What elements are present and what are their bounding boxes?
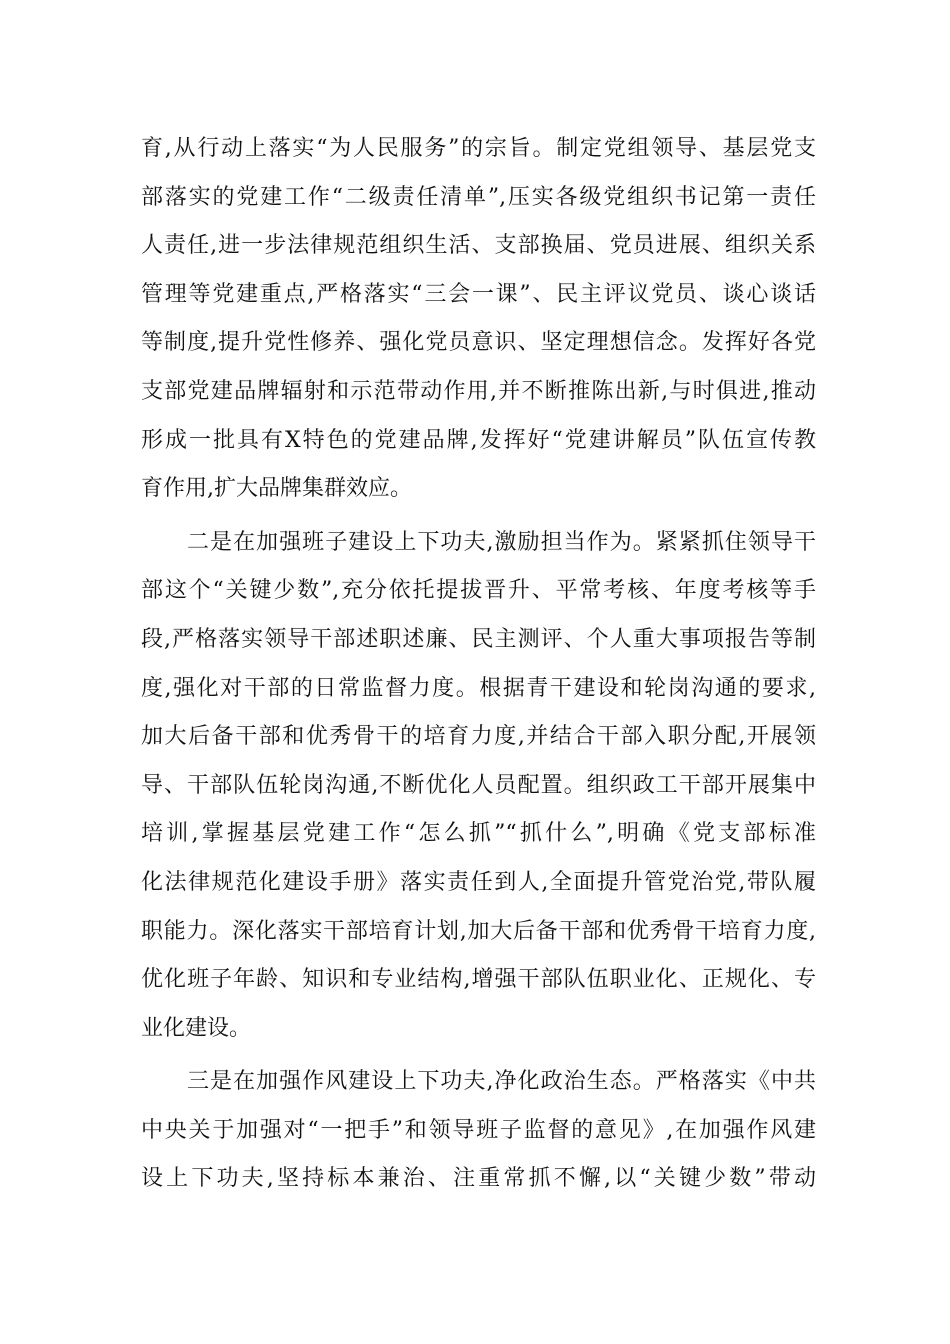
text-line: 支部党建品牌辐射和示范带动作用,并不断推陈出新,与时俱进,推动 xyxy=(141,378,816,404)
text-line: 管理等党建重点,严格落实“三会一课”、民主评议党员、谈心谈话 xyxy=(141,281,816,307)
text-line: 业化建设。 xyxy=(141,1015,252,1041)
text-line: 优化班子年龄、知识和专业结构,增强干部队伍职业化、正规化、专 xyxy=(141,967,816,993)
text-line: 二是在加强班子建设上下功夫,激励担当作为。紧紧抓住领导干 xyxy=(187,529,816,555)
text-line: 部落实的党建工作“二级责任清单”,压实各级党组织书记第一责任 xyxy=(141,184,816,210)
text-line: 导、干部队伍轮岗沟通,不断优化人员配置。组织政工干部开展集中 xyxy=(141,772,816,798)
text-line: 加大后备干部和优秀骨干的培育力度,并结合干部入职分配,开展领 xyxy=(141,724,816,750)
text-line: 等制度,提升党性修养、强化党员意识、坚定理想信念。发挥好各党 xyxy=(141,330,816,356)
document-body xyxy=(141,125,816,1204)
text-line: 部这个“关键少数”,充分依托提拔晋升、平常考核、年度考核等手 xyxy=(141,578,816,604)
text-line: 人责任,进一步法律规范组织生活、支部换届、党员进展、组织关系 xyxy=(141,233,816,259)
text-line: 化法律规范化建设手册》落实责任到人,全面提升管党治党,带队履 xyxy=(141,869,816,895)
text-line: 设上下功夫,坚持标本兼治、注重常抓不懈,以“关键少数”带动 xyxy=(141,1166,816,1192)
paragraph-party-building xyxy=(141,125,816,514)
text-line: 育,从行动上落实“为人民服务”的宗旨。制定党组领导、基层党支 xyxy=(141,136,816,161)
text-line: 中央关于加强对“一把手”和领导班子监督的意见》,在加强作风建 xyxy=(141,1117,816,1143)
text-line: 培训,掌握基层党建工作“怎么抓”“抓什么”,明确《党支部标准 xyxy=(141,821,816,847)
text-line: 育作用,扩大品牌集群效应。 xyxy=(141,476,412,502)
paragraph-team-building xyxy=(141,519,816,1054)
text-line: 三是在加强作风建设上下功夫,净化政治生态。严格落实《中共 xyxy=(187,1069,816,1095)
text-line: 度,强化对干部的日常监督力度。根据青干建设和轮岗沟通的要求, xyxy=(141,675,816,701)
text-line: 职能力。深化落实干部培育计划,加大后备干部和优秀骨干培育力度, xyxy=(141,918,816,944)
text-line: 形成一批具有X特色的党建品牌,发挥好“党建讲解员”队伍宣传教 xyxy=(141,427,816,453)
paragraph-style-building xyxy=(141,1058,816,1204)
text-line: 段,严格落实领导干部述职述廉、民主测评、个人重大事项报告等制 xyxy=(141,626,816,652)
